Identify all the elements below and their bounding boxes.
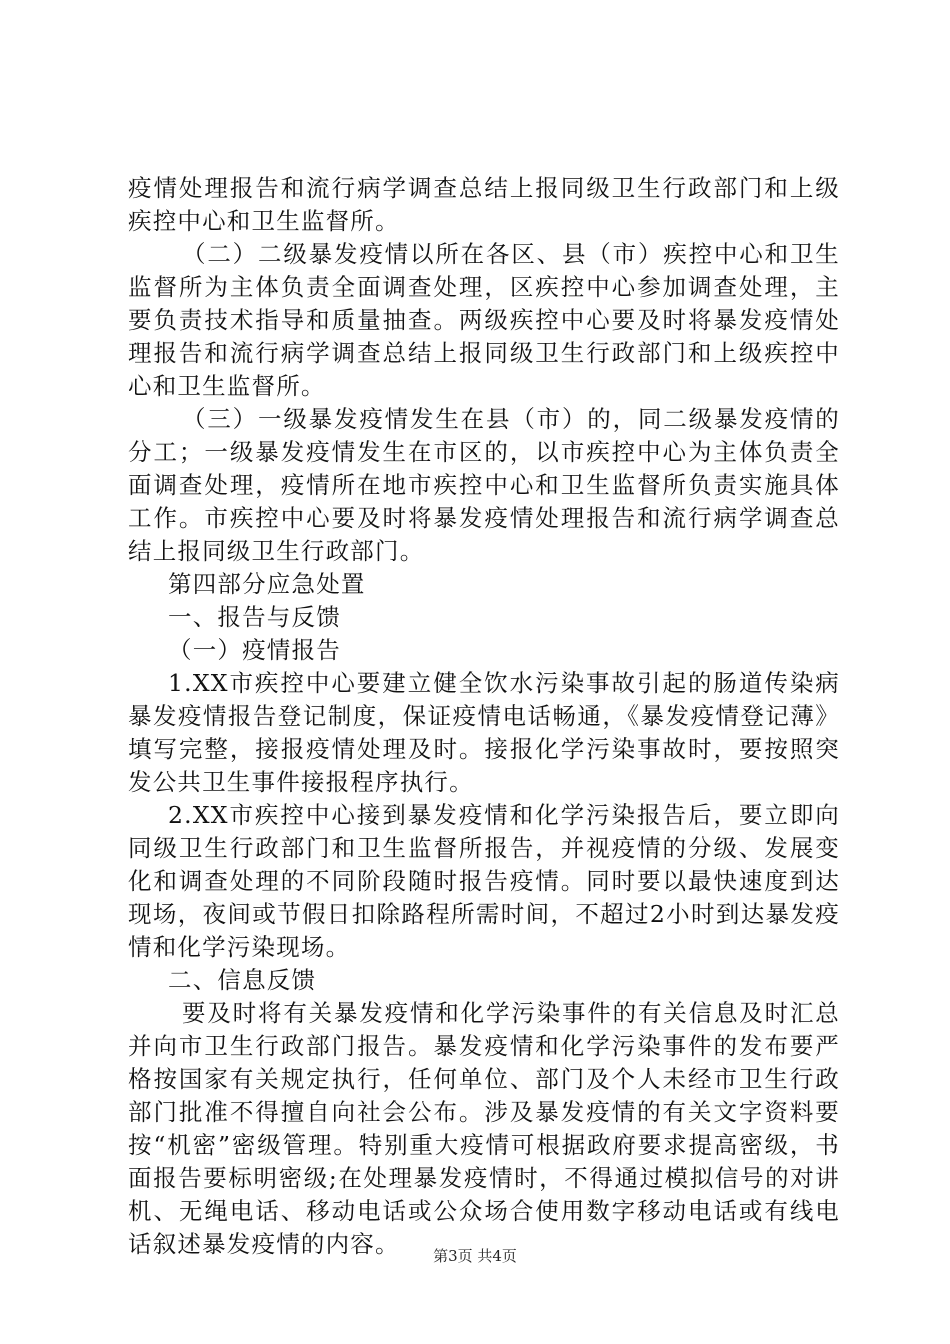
paragraph-info-feedback: 要及时将有关暴发疫情和化学污染事件的有关信息及时汇总并向市卫生行政部门报告。暴发疫情和化学污染事件的发布要严格按国家有关规定执行，任何单位、部门及个人未经市卫生行政部门批准不得擅自向社会公布。涉及暴发疫情的有关文字资料要按“机密”密级管理。特别重大疫情可根据政府要求提高密级，书面报告要标明密级;在处理暴发疫情时，不得通过模拟信号的对讲机、无绳电话、移动电话或公众场合使用数字移动电话或有线电话叙述暴发疫情的内容。: [128, 999, 840, 1258]
section-heading-epidemic-report: （一）疫情报告: [168, 636, 341, 664]
section-heading-report-feedback: 一、报告与反馈: [168, 603, 341, 631]
page-footer: 第3页 共4页: [433, 1247, 517, 1265]
paragraph-item-1: 1.XX市疾控中心要建立健全饮水污染事故引起的肠道传染病暴发疫情报告登记制度，保证疫情电话畅通，《暴发疫情登记薄》填写完整，接报疫情处理及时。接报化学污染事故时，要按照突发公共卫生事件接报程序执行。: [128, 669, 840, 796]
paragraph-item-2: 2.XX市疾控中心接到暴发疫情和化学污染报告后，要立即向同级卫生行政部门和卫生监督所报告，并视疫情的分级、发展变化和调查处理的不同阶段随时报告疫情。同时要以最快速度到达现场，夜间或节假日扣除路程所需时间，不超过2小时到达暴发疫情和化学污染现场。: [128, 801, 840, 961]
paragraph-level-two-outbreak: （二）二级暴发疫情以所在各区、县（市）疾控中心和卫生监督所为主体负责全面调查处理，区疾控中心参加调查处理，主要负责技术指导和质量抽查。两级疾控中心要及时将暴发疫情处理报告和流行病学调查总结上报同级卫生行政部门和上级疾控中心和卫生监督所。: [128, 240, 840, 400]
section-heading-info-feedback: 二、信息反馈: [168, 966, 317, 994]
section-heading-part-four: 第四部分应急处置: [168, 570, 366, 598]
document-body: [128, 172, 840, 1261]
paragraph-level-one-outbreak: （三）一级暴发疫情发生在县（市）的，同二级暴发疫情的分工；一级暴发疫情发生在市区的，以市疾控中心为主体负责全面调查处理，疫情所在地市疾控中心和卫生监督所负责实施具体工作。市疾控中心要及时将暴发疫情处理报告和流行病学调查总结上报同级卫生行政部门。: [128, 405, 840, 565]
paragraph-continuation: 疫情处理报告和流行病学调查总结上报同级卫生行政部门和上级疾控中心和卫生监督所。: [128, 174, 840, 235]
